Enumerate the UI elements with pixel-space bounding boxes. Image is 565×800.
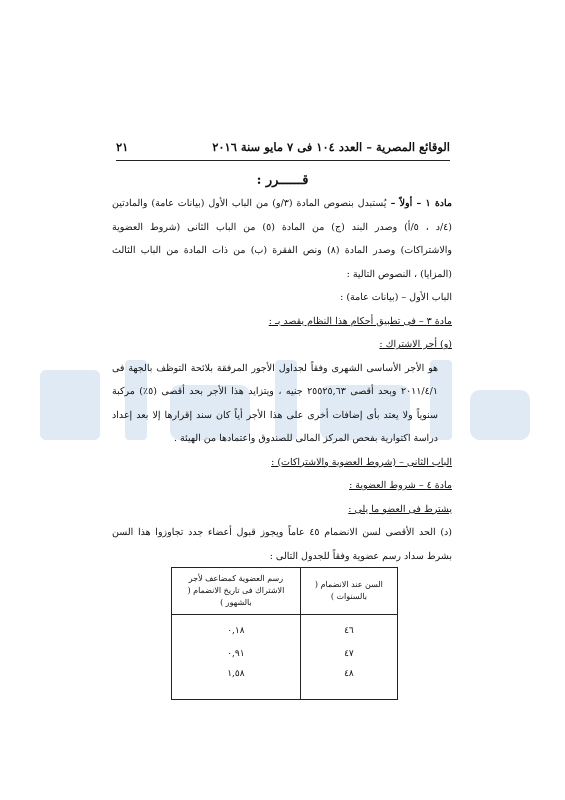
clause-d-text: (د) الحد الأقصى لسن الانضمام ٤٥ عاماً ويجوز قبول أعضاء جدد تجاوزوا هذا السن بشرط سداد رسم عضوية وفقاً للجدول التالى : <box>112 527 452 562</box>
table-row <box>172 623 398 638</box>
decision-body <box>112 192 452 568</box>
article-1-lead: مادة ١ – أولاً – <box>386 198 453 209</box>
section-1-title: الباب الأول – (بيانات عامة) : <box>340 292 452 303</box>
fee-cell: ١,٥٨ <box>172 669 301 700</box>
fee-column-header: رسم العضوية كمضاعف لأجر الاشتراك فى تاريخ الانضمام ( بالشهور ) <box>172 568 301 615</box>
table-row <box>172 646 398 661</box>
article-1-text: يُستبدل بنصوص المادة (٣/و) من الباب الأول (بيانات عامة) والمادتين (٤/د ، ٥/أ) وصدر البند (ج) من المادة (٥) من الباب الثانى (شروط العضوية والاشتراكات) وصدر المادة (٨) ونص الفقرة (ب) من ذات المادة من الباب الثالث (المزايا) ، النصوص التالية : <box>112 198 452 280</box>
table-row <box>172 669 398 700</box>
section-2-title: الباب الثانى – (شروط العضوية والاشتراكات) : <box>271 456 452 468</box>
decision-heading: قــــــرر : <box>256 173 309 188</box>
article-1-paragraph <box>112 192 452 286</box>
article-4-title: مادة ٤ – شروط العضوية : <box>349 480 452 491</box>
fee-cell: ٠,٩١ <box>172 646 301 661</box>
membership-fee-table <box>171 567 398 700</box>
clause-w-title: (و) أجر الاشتراك : <box>379 339 452 350</box>
page-number: ٢١ <box>116 140 129 154</box>
age-column-header: السن عند الانضمام ( بالسنوات ) <box>300 568 397 615</box>
publication-title: الوقائع المصرية – العدد ١٠٤ فى ٧ مايو سنة ٢٠١٦ <box>212 140 450 154</box>
page-header <box>116 136 450 158</box>
article-3-title: مادة ٣ – فى تطبيق أحكام هذا النظام يقصد بـ : <box>268 315 452 327</box>
age-cell: ٤٦ <box>300 623 397 638</box>
member-conditions-intro: يشترط فى العضو ما يلى : <box>348 503 452 515</box>
header-divider <box>116 160 450 161</box>
age-cell: ٤٧ <box>300 646 397 661</box>
clause-w-text: هو الأجر الأساسى الشهرى وفقاً لجداول الأجور المرفقة بلائحة التوظف بالجهة فى ٢٠١١/٤/١ وبحد أقصى ٢٥٥٢٥,٦٣ جنيه ، ويتزايد هذا الأجر بحد أقصى (٥٪) مركبة سنوياً ولا يعتد بأى إضافات أخرى على هذا الأجر أياً كان سند إقرارها إلا بعد إعداد دراسة اكتوارية بفحص المركز المالى للصندوق واعتمادها من الهيئة . <box>112 362 438 444</box>
fee-cell: ٠,١٨ <box>172 623 301 638</box>
age-cell: ٤٨ <box>300 669 397 700</box>
